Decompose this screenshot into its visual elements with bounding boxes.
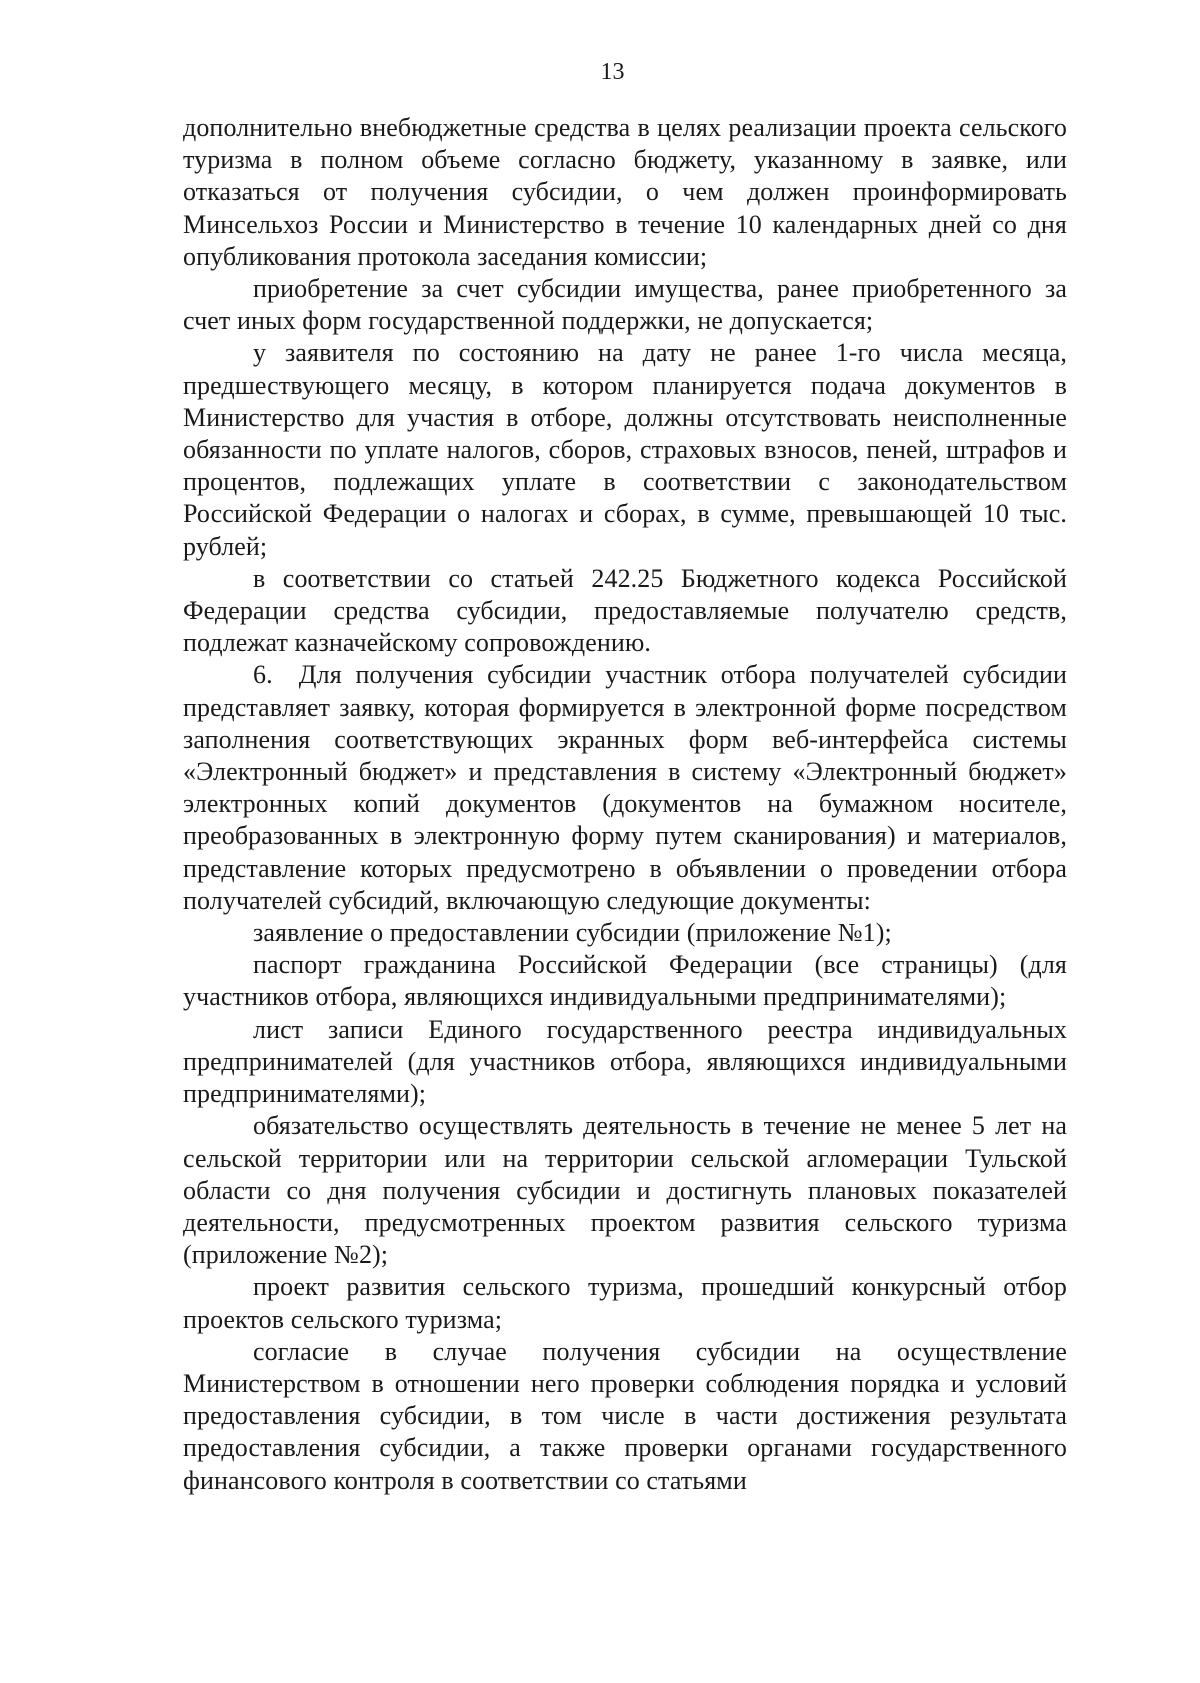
paragraph-1: дополнительно внебюджетные средства в целях реализации проекта сельского туризма в полном объеме согласно бюджету, указанному в заявке, или отказаться от получения субсидии, о чем должен проинформировать Минсельхоз России и Министерство в течение 10 календарных дней со дня опубликования протокола заседания комиссии;: [183, 113, 1067, 271]
paragraph-8: лист записи Единого государственного реестра индивидуальных предпринимателей (для участников отбора, являющихся индивидуальными предпринимателями);: [183, 1014, 1067, 1109]
paragraph-4: в соответствии со статьей 242.25 Бюджетного кодекса Российской Федерации средства субсидии, предоставляемые получателю средств, подлежат казначейскому сопровождению.: [183, 563, 1067, 658]
document-body: [183, 112, 1067, 1497]
paragraph-5: 6. Для получения субсидии участник отбора получателей субсидии представляет заявку, которая формируется в электронной форме посредством заполнения соответствующих экранных форм веб-интерфейса системы «Электронный бюджет» и представления в систему «Электронный бюджет» электронных копий документов (документов на бумажном носителе, преобразованных в электронную форму путем сканирования) и материалов, представление которых предусмотрено в объявлении о проведении отбора получателей субсидий, включающую следующие документы:: [183, 660, 1067, 915]
page-number: 13: [600, 59, 625, 85]
paragraph-2: приобретение за счет субсидии имущества, ранее приобретенного за счет иных форм государственной поддержки, не допускается;: [183, 274, 1067, 336]
paragraph-3: у заявителя по состоянию на дату не ранее 1-го числа месяца, предшествующего месяцу, в котором планируется подача документов в Министерство для участия в отборе, должны отсутствовать неисполненные обязанности по уплате налогов, сборов, страховых взносов, пеней, штрафов и процентов, подлежащих уплате в соответствии с законодательством Российской Федерации о налогах и сборах, в сумме, превышающей 10 тыс. рублей;: [183, 338, 1067, 561]
paragraph-6: заявление о предоставлении субсидии (приложение №1);: [253, 918, 892, 948]
paragraph-9: обязательство осуществлять деятельность в течение не менее 5 лет на сельской территории или на территории сельской агломерации Тульской области со дня получения субсидии и достигнуть плановых показателей деятельности, предусмотренных проектом развития сельского туризма (приложение №2);: [183, 1111, 1067, 1270]
paragraph-7: паспорт гражданина Российской Федерации (все страницы) (для участников отбора, являющихся индивидуальными предпринимателями);: [183, 950, 1067, 1012]
paragraph-10: проект развития сельского туризма, прошедший конкурсный отбор проектов сельского туризма;: [183, 1272, 1067, 1334]
paragraph-11: согласие в случае получения субсидии на осуществление Министерством в отношении него проверки соблюдения порядка и условий предоставления субсидии, в том числе в части достижения результата предоставления субсидии, а также проверки органами государственного финансового контроля в соответствии со статьями: [183, 1336, 1067, 1495]
